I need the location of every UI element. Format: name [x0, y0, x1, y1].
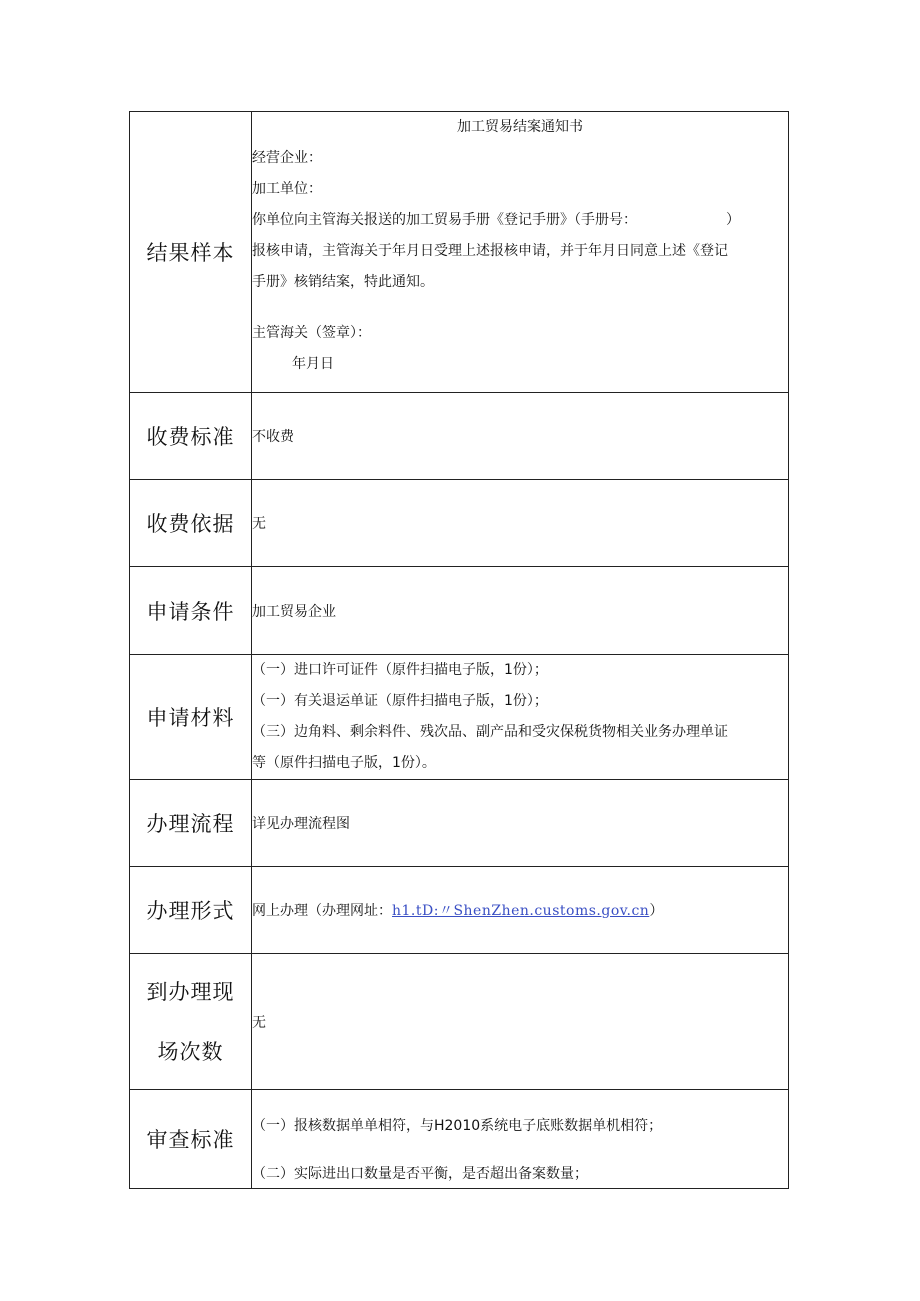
service-info-table	[129, 111, 789, 1189]
review-label: 审查标准	[130, 1090, 252, 1189]
conditions-value: 加工贸易企业	[252, 567, 789, 655]
handling-url-link[interactable]: h1.tD:〃ShenZhen.customs.gov.cn	[392, 903, 650, 919]
material-item: （三）边角料、剩余料件、残次品、副产品和受灾保税货物相关业务办理单证	[252, 724, 728, 740]
result-sample-content	[252, 112, 789, 393]
visits-value: 无	[252, 954, 789, 1090]
process-value: 详见办理流程图	[252, 780, 789, 867]
row-form	[130, 867, 789, 954]
form-value	[252, 867, 789, 954]
review-item: （一）报核数据单单相符，与H2010系统电子底账数据单机相符；	[252, 1118, 663, 1134]
result-sample-label: 结果样本	[130, 112, 252, 393]
visits-label-line1: 到办理现	[146, 979, 235, 1004]
notice-line-operating-enterprise: 经营企业：	[252, 150, 322, 166]
row-process	[130, 780, 789, 867]
form-prefix: 网上办理（办理网址：	[252, 903, 392, 919]
notice-line-body-2: 报核申请，主管海关于年月日受理上述报核申请，并于年月日同意上述《登记	[252, 243, 728, 259]
fee-basis-value: 无	[252, 480, 789, 567]
row-fee-standard	[130, 393, 789, 480]
row-conditions	[130, 567, 789, 655]
materials-label: 申请材料	[130, 655, 252, 780]
materials-list	[252, 655, 789, 780]
row-materials	[130, 655, 789, 780]
review-item: （二）实际进出口数量是否平衡，是否超出备案数量；	[252, 1166, 588, 1182]
row-review	[130, 1090, 789, 1189]
material-item: 等（原件扫描电子版，1份）。	[252, 755, 436, 771]
visits-label	[130, 954, 252, 1090]
visits-label-line2: 场次数	[157, 1039, 224, 1064]
notice-line-customs-seal: 主管海关（签章）：	[252, 325, 371, 341]
review-list	[252, 1090, 789, 1189]
fee-basis-label: 收费依据	[130, 480, 252, 567]
form-label: 办理形式	[130, 867, 252, 954]
fee-standard-value: 不收费	[252, 393, 789, 480]
row-result-sample	[130, 112, 789, 393]
material-item: （一）进口许可证件（原件扫描电子版，1份）；	[252, 662, 548, 678]
fee-standard-label: 收费标准	[130, 393, 252, 480]
row-visits	[130, 954, 789, 1090]
notice-line-processing-unit: 加工单位：	[252, 181, 322, 197]
notice-line-body-1: 你单位向主管海关报送的加工贸易手册《登记手册》（手册号： ）	[252, 212, 741, 228]
row-fee-basis	[130, 480, 789, 567]
process-label: 办理流程	[130, 780, 252, 867]
notice-line-body-3: 手册》核销结案，特此通知。	[252, 274, 434, 290]
conditions-label: 申请条件	[130, 567, 252, 655]
material-item: （一）有关退运单证（原件扫描电子版，1份）；	[252, 693, 548, 709]
form-suffix: ）	[649, 903, 664, 919]
notice-title: 加工贸易结案通知书	[457, 119, 583, 135]
notice-line-date: 年月日	[292, 356, 334, 372]
